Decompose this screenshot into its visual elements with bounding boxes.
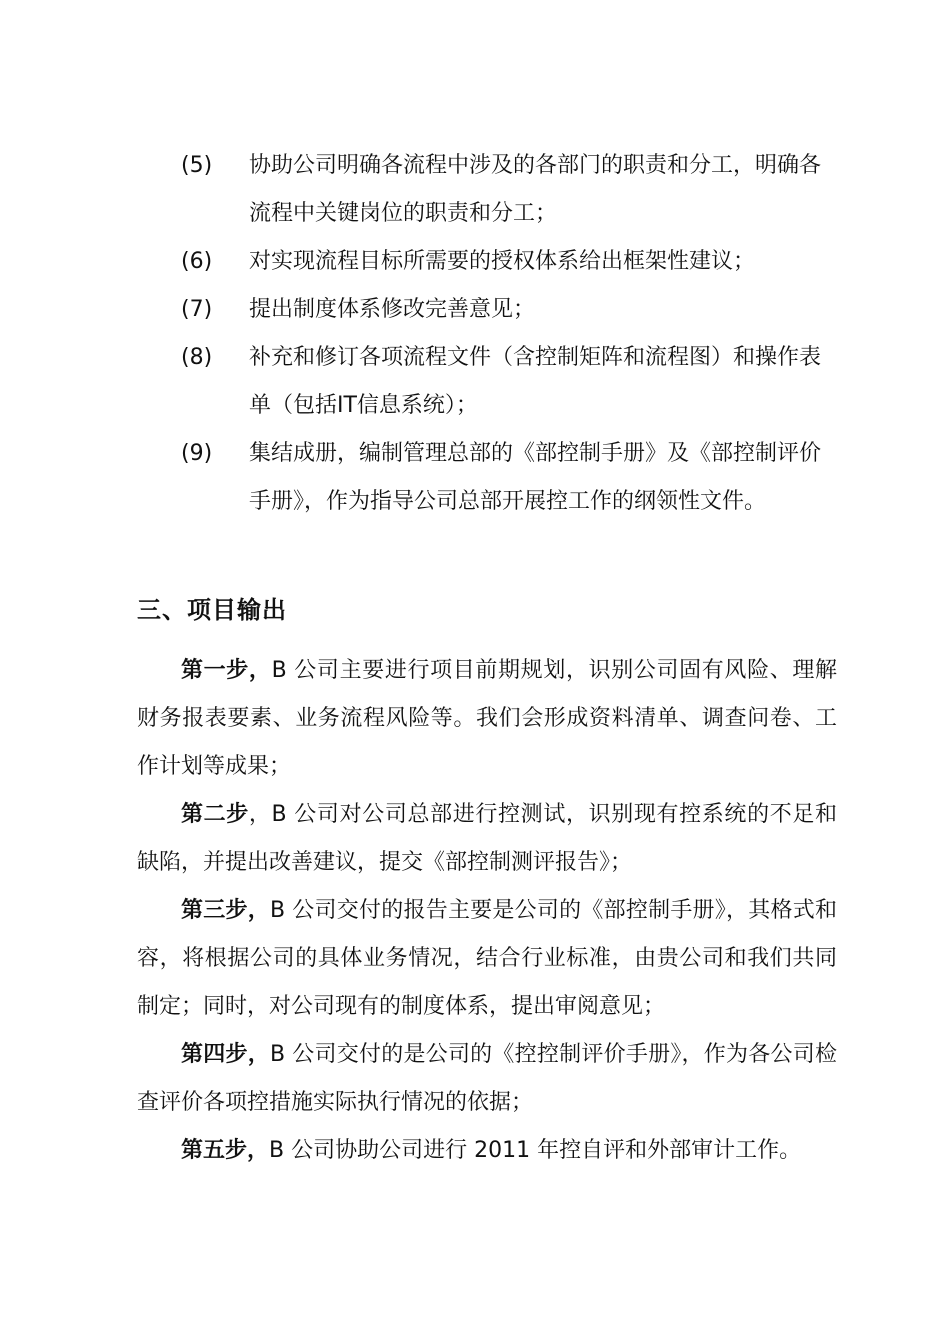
step-paragraph xyxy=(137,647,837,791)
list-number: (7) xyxy=(181,297,213,322)
step-paragraph xyxy=(137,791,837,887)
list-text: 补充和修订各项流程文件（含控制矩阵和流程图）和操作表单（包括IT信息系统）； xyxy=(249,345,822,418)
list-number: (9) xyxy=(181,441,213,466)
step-paragraph xyxy=(137,1031,837,1127)
step-label: 第一步， xyxy=(181,658,272,683)
list-text: 协助公司明确各流程中涉及的各部门的职责和分工，明确各流程中关键岗位的职责和分工； xyxy=(249,153,822,226)
step-label: 第三步， xyxy=(181,898,270,923)
step-label: 第四步， xyxy=(181,1042,270,1067)
step-label: 第五步， xyxy=(181,1138,270,1163)
step-text: ，B 公司对公司总部进行控测试，识别现有控系统的不足和缺陷，并提出改善建议，提交《部控制测评报告》； xyxy=(137,802,837,875)
list-number: (6) xyxy=(181,249,213,274)
list-text: 集结成册，编制管理总部的《部控制手册》及《部控制评价手册》，作为指导公司总部开展控工作的纲领性文件。 xyxy=(249,441,822,514)
step-paragraph xyxy=(137,887,837,1031)
list-number: (8) xyxy=(181,345,213,370)
step-label: 第二步 xyxy=(181,802,249,827)
section-heading: 三、项目输出 xyxy=(137,596,287,624)
step-text: B 公司协助公司进行 2011 年控自评和外部审计工作。 xyxy=(269,1138,802,1163)
list-number: (5) xyxy=(181,153,213,178)
step-text: B 公司主要进行项目前期规划，识别公司固有风险、理解财务报表要素、业务流程风险等。我们会形成资料清单、调查问卷、工作计划等成果； xyxy=(137,658,837,779)
list-text: 提出制度体系修改完善意见； xyxy=(249,297,536,322)
step-paragraph xyxy=(137,1127,837,1175)
step-text: B 公司交付的报告主要是公司的《部控制手册》，其格式和容，将根据公司的具体业务情况，结合行业标准，由贵公司和我们共同制定；同时，对公司现有的制度体系，提出审阅意见； xyxy=(137,898,837,1019)
step-text: B 公司交付的是公司的《控控制评价手册》，作为各公司检查评价各项控措施实际执行情况的依据； xyxy=(137,1042,837,1115)
list-text: 对实现流程目标所需要的授权体系给出框架性建议； xyxy=(249,249,756,274)
